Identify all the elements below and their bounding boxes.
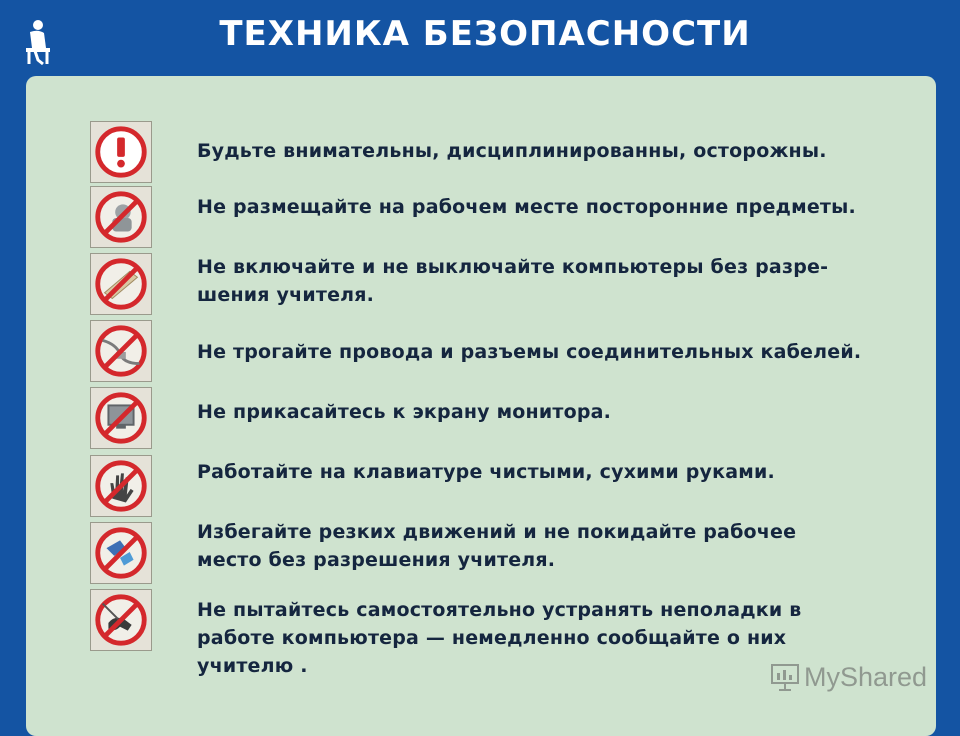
no-touching-cables-icon xyxy=(90,320,152,382)
no-sudden-movements-icon xyxy=(90,522,152,584)
header xyxy=(0,0,960,78)
rule-text: Не трогайте провода и разъемы соединительных кабелей. xyxy=(197,341,862,363)
watermark xyxy=(770,660,927,694)
rule-text: Избегайте резких движений и не покидайте рабочее место без разрешения учителя. xyxy=(197,521,797,571)
rule-text: Будьте внимательны, дисциплинированны, осторожны. xyxy=(197,140,827,162)
rule-text: Не размещайте на рабочем месте посторонние предметы. xyxy=(197,196,856,218)
exclamation-warning-icon xyxy=(90,121,152,183)
presentation-board-icon xyxy=(770,662,800,692)
rule-text: Не пытайтесь самостоятельно устранять неполадки в работе компьютера — немедленно сообщайте о них учителю . xyxy=(197,599,802,677)
no-dirty-hands-icon xyxy=(90,455,152,517)
rule-text: Работайте на клавиатуре чистыми, сухими руками. xyxy=(197,461,775,483)
no-foreign-objects-icon xyxy=(90,186,152,248)
no-self-repair-icon xyxy=(90,589,152,651)
no-power-switch-icon xyxy=(90,253,152,315)
rule-text: Не включайте и не выключайте компьютеры без разре- шения учителя. xyxy=(197,256,829,306)
page-title: ТЕХНИКА БЕЗОПАСНОСТИ xyxy=(219,14,751,54)
watermark-text: MyShared xyxy=(804,661,928,692)
no-touching-screen-icon xyxy=(90,387,152,449)
rule-text: Не прикасайтесь к экрану монитора. xyxy=(197,401,612,423)
